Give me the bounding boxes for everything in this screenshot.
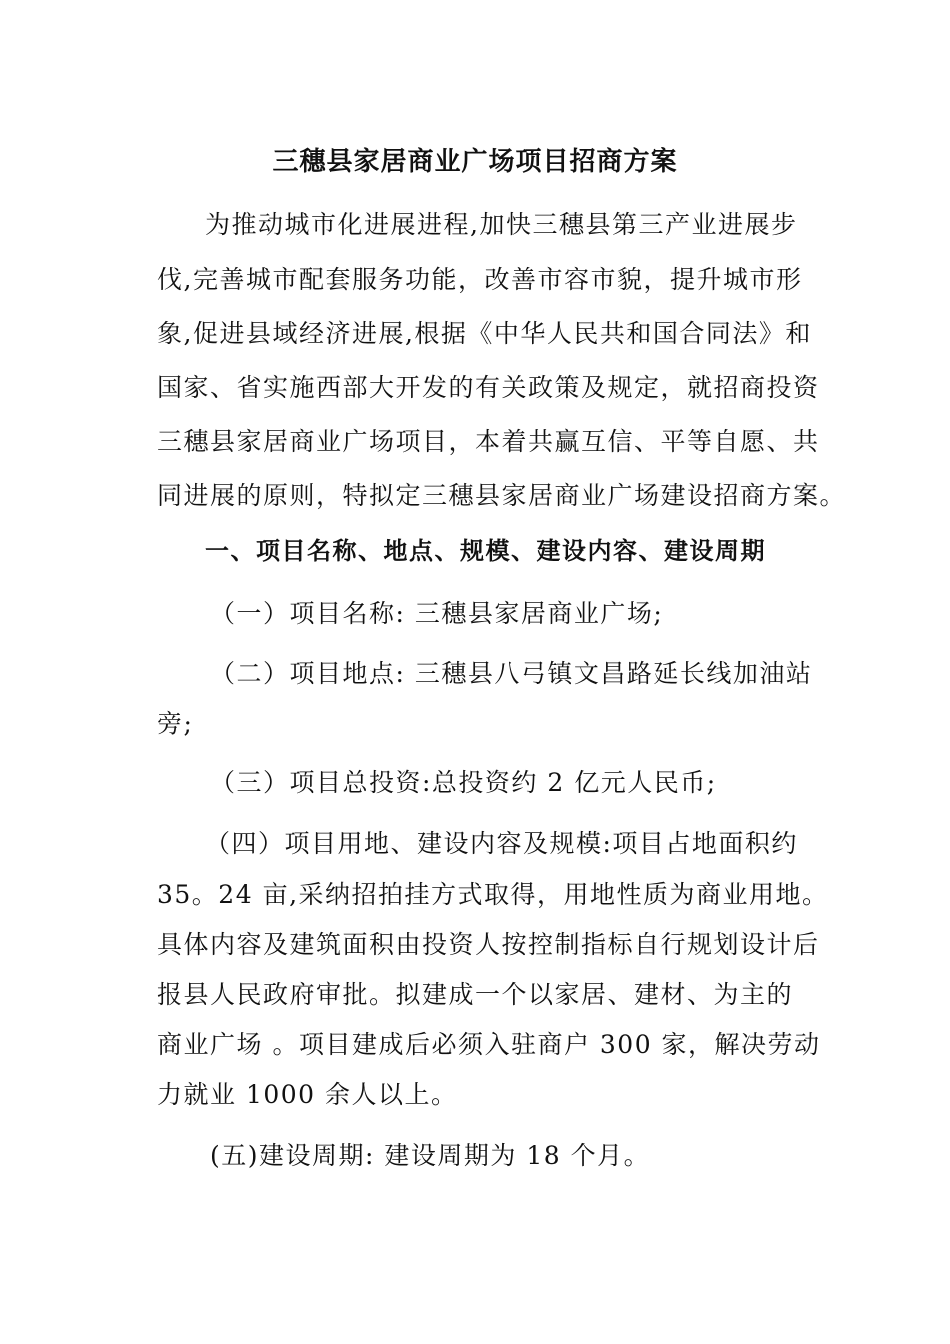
item-project-name: （一）项目名称: 三穗县家居商业广场; <box>210 599 664 628</box>
intro-line-6: 同进展的原则，特拟定三穗县家居商业广场建设招商方案。 <box>157 481 847 510</box>
item-land-line-6: 力就业 1000 余人以上。 <box>157 1080 458 1109</box>
item-land-line-2: 35。24 亩,采纳招拍挂方式取得，用地性质为商业用地。 <box>157 880 829 909</box>
intro-line-5: 三穗县家居商业广场项目，本着共赢互信、平等自愿、共 <box>157 427 820 456</box>
item-total-investment: （三）项目总投资:总投资约 2 亿元人民币; <box>210 768 717 797</box>
item-project-location-line-1: （二）项目地点: 三穗县八弓镇文昌路延长线加油站 <box>210 659 813 688</box>
intro-line-4: 国家、省实施西部大开发的有关政策及规定，就招商投资 <box>157 373 820 402</box>
item-land-line-1: （四）项目用地、建设内容及规模:项目占地面积约 <box>205 829 798 858</box>
intro-line-1: 为推动城市化进展进程,加快三穗县第三产业进展步 <box>205 210 798 239</box>
intro-line-3: 象,促进县域经济进展,根据《中华人民共和国合同法》和 <box>157 319 812 348</box>
section-heading: 一、项目名称、地点、规模、建设内容、建设周期 <box>205 537 766 565</box>
item-project-location-line-2: 旁; <box>157 709 194 738</box>
item-land-line-5: 商业广场 。项目建成后必须入驻商户 300 家，解决劳动 <box>157 1030 821 1059</box>
item-construction-period: (五)建设周期: 建设周期为 18 个月。 <box>210 1141 651 1170</box>
document-title: 三穗县家居商业广场项目招商方案 <box>272 147 678 177</box>
item-land-line-3: 具体内容及建筑面积由投资人按控制指标自行规划设计后 <box>157 930 820 959</box>
item-land-line-4: 报县人民政府审批。拟建成一个以家居、建材、为主的 <box>157 980 794 1009</box>
intro-line-2: 伐,完善城市配套服务功能，改善市容市貌，提升城市形 <box>157 265 803 294</box>
